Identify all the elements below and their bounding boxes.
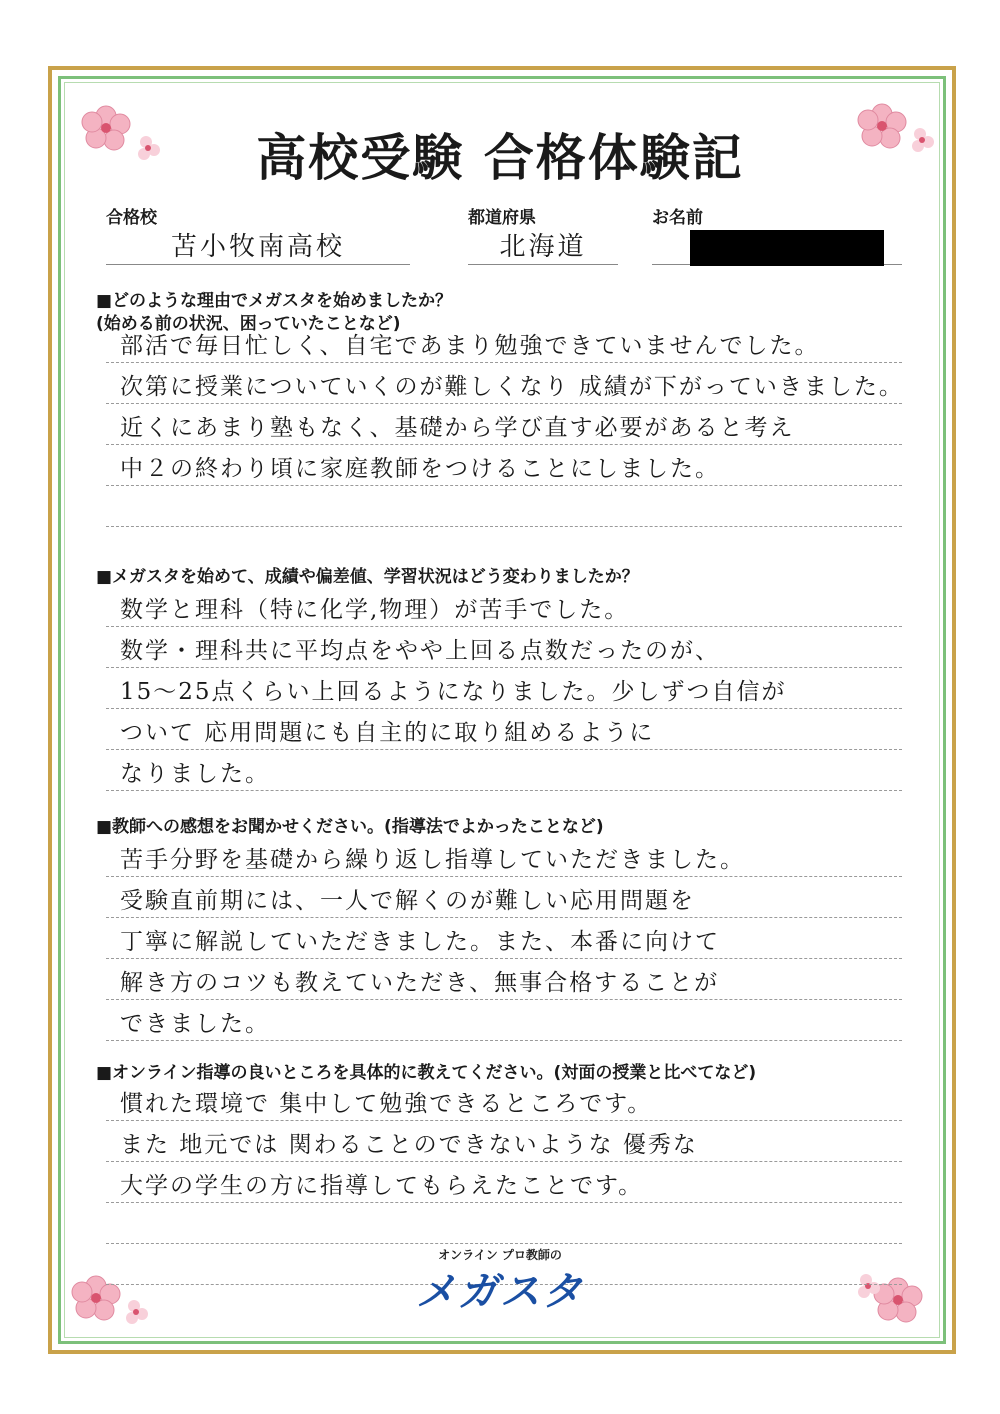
question-2-text: ■メガスタを始めて、成績や偏差値、学習状況はどう変わりましたか？ <box>96 567 639 587</box>
answer-line: 近くにあまり塾もなく、基礎から学び直す必要があると考え <box>106 404 902 445</box>
answer-1 <box>106 322 902 527</box>
answer-line: 丁寧に解説していただきました。また、本番に向けて <box>106 918 902 959</box>
question-3-text: ■教師への感想をお聞かせください。(指導法でよかったことなど) <box>96 817 604 837</box>
answer-line: 15～25点くらい上回るようになりました。少しずつ自信が <box>106 668 902 709</box>
answer-line: 次第に授業についていくのが難しくなり 成績が下がっていきました。 <box>106 363 902 404</box>
answer-line: ついて 応用問題にも自主的に取り組めるように <box>106 709 902 750</box>
answer-line: また 地元では 関わることのできないような 優秀な <box>106 1121 902 1162</box>
answer-3 <box>106 836 902 1041</box>
question-4-text: ■オンライン指導の良いところを具体的に教えてください。(対面の授業と比べてなど) <box>96 1063 757 1083</box>
page-title: 高校受験 合格体験記 <box>256 128 744 187</box>
prefecture-label: 都道府県 <box>468 208 536 228</box>
answer-line <box>106 486 902 527</box>
answer-line: 数学と理科（特に化学,物理）が苦手でした。 <box>106 586 902 627</box>
answer-line: 解き方のコツも教えていただき、無事合格することが <box>106 959 902 1000</box>
megasta-logo: メガスタ <box>416 1269 584 1315</box>
question-1-text: ■どのような理由でメガスタを始めましたか？ <box>96 291 453 311</box>
answer-line: 苦手分野を基礎から繰り返し指導していただきました。 <box>106 836 902 877</box>
answer-line: 部活で毎日忙しく、自宅であまり勉強できていませんでした。 <box>106 322 902 363</box>
answer-line <box>106 1203 902 1244</box>
answer-line: 中２の終わり頃に家庭教師をつけることにしました。 <box>106 445 902 486</box>
school-label: 合格校 <box>106 208 157 228</box>
name-redaction <box>690 230 884 266</box>
name-label: お名前 <box>652 208 703 228</box>
answer-line: なりました。 <box>106 750 902 791</box>
logo-subtitle: オンライン プロ教師の <box>438 1248 562 1262</box>
prefecture-value: 北海道 <box>468 230 618 265</box>
answer-line: 数学・理科共に平均点をやや上回る点数だったのが、 <box>106 627 902 668</box>
school-value: 苫小牧南高校 <box>106 230 410 265</box>
answer-line: できました。 <box>106 1000 902 1041</box>
answer-line: 大学の学生の方に指導してもらえたことです。 <box>106 1162 902 1203</box>
answer-line: 受験直前期には、一人で解くのが難しい応用問題を <box>106 877 902 918</box>
answer-line: 慣れた環境で 集中して勉強できるところです。 <box>106 1080 902 1121</box>
answer-2 <box>106 586 902 791</box>
question-1-subtext: (始める前の状況、困っていたことなど) <box>96 314 401 334</box>
